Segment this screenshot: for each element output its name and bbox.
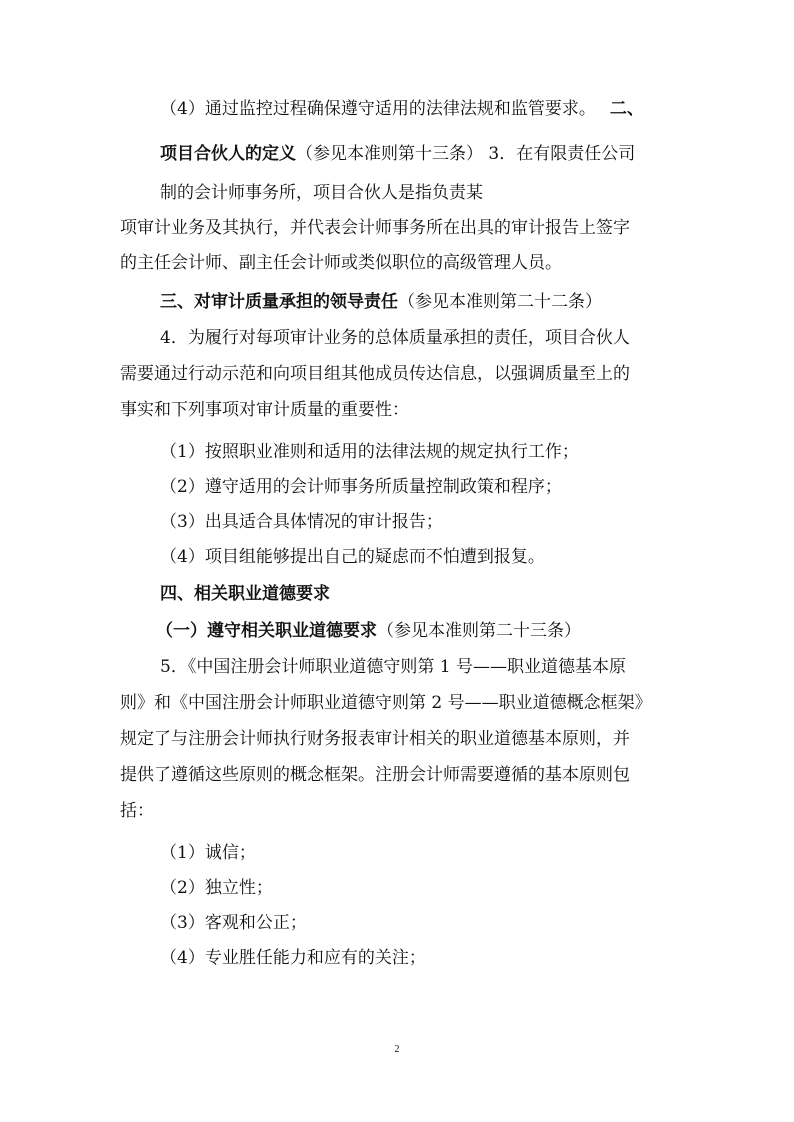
paragraph-line — [156, 619, 581, 643]
section-heading: 四、相关职业道德要求 — [160, 584, 330, 604]
paragraph-line — [160, 290, 602, 314]
paragraph-line: 括： — [120, 801, 154, 821]
section-heading: 二、 — [609, 99, 644, 119]
paragraph-line: 则》和《中国注册会计师职业道德守则第 2 号——职业道德概念框架》 — [120, 693, 652, 713]
list-item: （2）独立性； — [160, 878, 273, 898]
page-number: 2 — [394, 1044, 400, 1055]
paragraph-line: 提供了遵循这些原则的概念框架。注册会计师需要遵循的基本原则包 — [120, 765, 630, 785]
list-item: （2）遵守适用的会计师事务所质量控制政策和程序； — [160, 477, 562, 497]
paragraph-line — [160, 97, 644, 121]
section-heading: 三、对审计质量承担的领导责任 — [160, 292, 398, 312]
paragraph-line — [160, 142, 635, 166]
paragraph-line: 5．《中国注册会计师职业道德守则第 1 号——职业道德基本原 — [160, 657, 626, 677]
subsection-heading: （一）遵守相关职业道德要求 — [156, 621, 377, 641]
paragraph-line: 的主任会计师、副主任会计师或类似职位的高级管理人员。 — [120, 253, 562, 273]
list-item: （4）专业胜任能力和应有的关注； — [160, 948, 426, 968]
paragraph-line: 需要通过行动示范和向项目组其他成员传达信息，以强调质量至上的 — [120, 364, 630, 384]
paragraph-line: 事实和下列事项对审计质量的重要性： — [120, 400, 409, 420]
paragraph-text: （参见本准则第十三条） 3．在有限责任公司 — [296, 144, 636, 164]
list-item-text: （4）通过监控过程确保遵守适用的法律法规和监管要求。 — [160, 99, 596, 119]
list-item: （3）出具适合具体情况的审计报告； — [160, 512, 443, 532]
paragraph-line: 项审计业务及其执行，并代表会计师事务所在出具的审计报告上签字 — [120, 218, 630, 238]
paragraph-line: 4．为履行对每项审计业务的总体质量承担的责任，项目合伙人 — [160, 328, 630, 348]
paragraph-line: 规定了与注册会计师执行财务报表审计相关的职业道德基本原则，并 — [120, 729, 630, 749]
list-item: （3）客观和公正； — [160, 913, 307, 933]
paragraph-text: （参见本准则第二十三条） — [377, 621, 581, 641]
list-item: （1）诚信； — [160, 843, 256, 863]
paragraph-text: （参见本准则第二十二条） — [398, 292, 602, 312]
list-item: （1）按照职业准则和适用的法律法规的规定执行工作； — [160, 442, 579, 462]
section-heading: 项目合伙人的定义 — [160, 144, 296, 164]
paragraph-line: 制的会计师事务所，项目合伙人是指负责某 — [160, 183, 483, 203]
list-item: （4）项目组能够提出自己的疑虑而不怕遭到报复。 — [160, 547, 545, 567]
